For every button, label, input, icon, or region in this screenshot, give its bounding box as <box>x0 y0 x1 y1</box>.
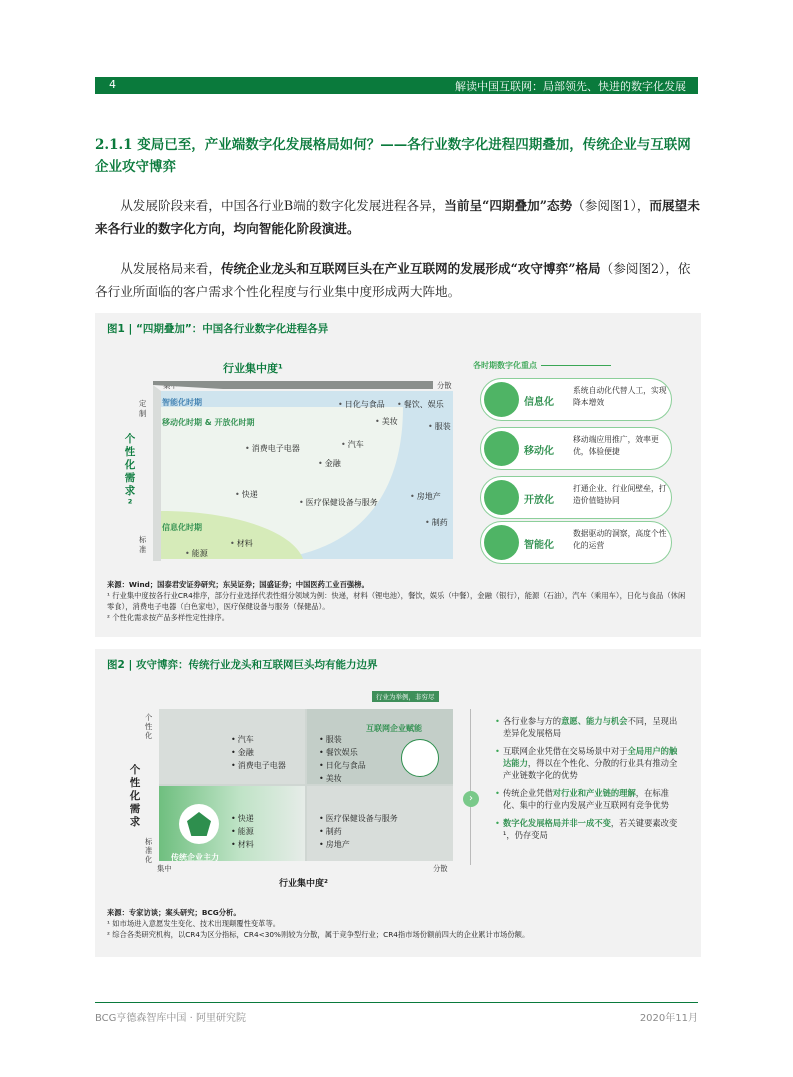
focus-card-mobile <box>480 427 672 470</box>
section-title: 2.1.1 变局已至，产业端数字化发展格局如何？——各行业数字化进程四期叠加，传统企业与互联网企业攻守博弈 <box>95 137 691 175</box>
gear-network-icon <box>484 382 519 417</box>
ind-pharma: • 制药 <box>425 517 448 528</box>
f1-left-wedge <box>153 385 161 561</box>
ind-catering: • 餐饮、娱乐 <box>397 399 444 410</box>
focus-title-text: 各时期数字化重点 <box>473 361 537 370</box>
bullet-text: 传统企业凭借 <box>503 788 553 798</box>
f1-note-1: ¹ 行业集中度按各行业CR4排序，部分行业选择代表性细分领域为例：快递，材料（锂电池），餐饮，娱乐（中餐），金融（银行），能源（石油），汽车（乘用车），日化与食品（休闲零食），消费电子电器（白色家电），医疗保健设备与服务（保健品）。 <box>107 591 686 611</box>
f1-note-2: ² 个性化需求按产品多样性定性排序。 <box>107 613 229 622</box>
ind-energy: • 能源 <box>185 548 208 559</box>
para1-text1: 从发展阶段来看，中国各行业B端的数字化发展进程各异， <box>120 198 445 213</box>
f1-y-bottom: 标准 <box>139 535 147 554</box>
paragraph-1 <box>95 194 701 240</box>
q-tl-item: • 汽车 <box>231 734 254 745</box>
f2-y-bottom: 标准化 <box>145 837 153 864</box>
ind-express: • 快递 <box>235 489 258 500</box>
bullet-text: ，得以在个性化、分散的行业具有推动全产业链数字化的优势 <box>503 758 678 780</box>
paragraph-2 <box>95 257 701 303</box>
f2-x-axis-title: 行业集中度² <box>279 879 328 889</box>
q-tr-item: • 服装 <box>319 734 342 745</box>
footer-left: BCG亨德森智库中国 · 阿里研究院 <box>95 1013 246 1024</box>
para1-bold1: 当前呈“四期叠加”态势 <box>444 198 573 213</box>
q-tr-item: • 餐饮娱乐 <box>319 747 358 758</box>
ind-cosmetics: • 美妆 <box>375 416 398 427</box>
ind-realestate: • 房地产 <box>410 491 441 502</box>
bullet-item <box>495 817 685 841</box>
figure-1-notes <box>107 579 691 623</box>
shield-check-icon <box>179 804 219 844</box>
ind-materials: • 材料 <box>230 538 253 549</box>
q-tr-item: • 日化与食品 <box>319 760 366 771</box>
bullet-text: ，若关键要素改变¹，仍存变局 <box>503 818 678 840</box>
arrows-cross-icon <box>484 480 519 515</box>
footer-right: 2020年11月 <box>639 1013 698 1024</box>
figure-1-title: 图1 | “四期叠加”：中国各行业数字化进程各异 <box>107 323 329 335</box>
q-br-item: • 医疗保健设备与服务 <box>319 813 398 824</box>
page-number: 4 <box>109 78 116 91</box>
focus-name: 移动化 <box>524 446 554 457</box>
bullet-item <box>495 745 685 781</box>
figure-2-title: 图2 | 攻守博弈：传统行业龙头和互联网巨头均有能力边界 <box>107 659 378 671</box>
ind-auto: • 汽车 <box>341 439 364 450</box>
zone-smart: 智能化时期 <box>162 398 202 407</box>
q-bl-item: • 快递 <box>231 813 254 824</box>
f2-bullets <box>495 715 685 847</box>
figure-2-notes <box>107 907 691 940</box>
internet-label: 互联网企业赋能 <box>366 724 422 733</box>
f1-top-wedge <box>153 381 433 389</box>
focus-desc: 移动端应用推广，效率更优，体验便捷 <box>573 435 659 456</box>
f2-divider <box>470 709 471 865</box>
zone-mobile: 移动化时期 & 开放化时期 <box>162 418 255 427</box>
focus-name: 信息化 <box>524 397 554 408</box>
f2-note-2: ² 综合各类研究机构，以CR4为区分指标，CR4<30%则较为分散，属于竞争型行业；CR4指市场份额前四大的企业累计市场份额。 <box>107 930 530 939</box>
focus-name: 智能化 <box>524 540 554 551</box>
figure-2 <box>95 649 701 957</box>
ind-apparel: • 服装 <box>428 421 451 432</box>
f1-source: 来源：Wind；国泰君安证券研究；东吴证券；国盛证券；中国医药工业百强榜。 <box>107 580 369 589</box>
chevron-right-icon: › <box>463 791 479 807</box>
focus-name: 开放化 <box>524 495 554 506</box>
q-tl-item: • 金融 <box>231 747 254 758</box>
para1-bold2: 而展望未来各行业的数字化方向，均向智能化阶段演进。 <box>95 198 700 236</box>
focus-desc: 打通企业、行业间壁垒，打造价值链协同 <box>573 484 667 505</box>
q-tl-item: • 消费电子电器 <box>231 760 286 771</box>
q-bl-item: • 材料 <box>231 839 254 850</box>
focus-desc: 系统自动化代替人工，实现降本增效 <box>573 386 667 407</box>
q-br-item: • 房地产 <box>319 839 350 850</box>
ind-daily-food: • 日化与食品 <box>338 399 385 410</box>
bullet-highlight: 全局用户的触达能力 <box>503 746 678 768</box>
traditional-label: 传统企业主力 <box>171 853 219 862</box>
mobile-phone-icon <box>484 431 519 466</box>
f2-note-1: ¹ 如市场进入意愿发生变化、技术出现颠覆性变革等。 <box>107 919 281 928</box>
chip-brain-icon <box>484 525 519 560</box>
focus-card-info <box>480 378 672 421</box>
f2-tag: 行业为举例，非穷尽 <box>372 691 439 702</box>
f2-x-left: 集中 <box>157 864 172 873</box>
bullet-highlight: 对行业和产业链的理解 <box>552 788 636 798</box>
bullet-highlight: 意愿、能力与机会 <box>561 716 628 726</box>
f1-y-axis-title: 个性化需求² <box>124 433 136 510</box>
zone-info: 信息化时期 <box>162 523 202 532</box>
f1-y-top: 定制 <box>139 399 147 418</box>
focus-desc: 数据驱动的洞察，高度个性化的运营 <box>573 529 667 550</box>
bullet-highlight: 数字化发展格局并非一成不变 <box>503 818 611 828</box>
ind-finance: • 金融 <box>318 458 341 469</box>
q-bl-item: • 能源 <box>231 826 254 837</box>
q-tr-item: • 美妆 <box>319 773 342 784</box>
bullet-text: ，在标准化、集中的行业内发展产业互联网有竞争优势 <box>503 788 669 810</box>
f2-x-right: 分散 <box>433 864 448 873</box>
para2-text1: 从发展格局来看， <box>120 261 221 276</box>
f1-x-axis-title: 行业集中度¹ <box>223 362 283 375</box>
bullet-text: 互联网企业凭借在交易场景中对于 <box>503 746 628 756</box>
bullet-item <box>495 715 685 739</box>
para2-bold1: 传统企业龙头和互联网巨头在产业互联网的发展形成“攻守博弈”格局 <box>220 261 601 276</box>
f2-source: 来源：专家访谈；案头研究；BCG分析。 <box>107 908 241 917</box>
focus-title <box>473 360 611 371</box>
bullet-text: 各行业参与方的 <box>503 716 562 726</box>
ind-healthcare: • 医疗保健设备与服务 <box>299 497 378 508</box>
f1-x-right: 分散 <box>437 381 452 390</box>
ind-electronics: • 消费电子电器 <box>245 443 300 454</box>
para2-text2: （参阅图2），依各行业所面临的客户需求个性化程度与行业集中度形成两大阵地。 <box>95 261 691 299</box>
focus-card-smart <box>480 521 672 564</box>
para1-text2: （参阅图1）， <box>572 198 650 213</box>
bullet-item <box>495 787 685 811</box>
bullet-text: 不同，呈现出差异化发展格局 <box>503 716 678 738</box>
focus-card-open <box>480 476 672 519</box>
header-title: 解读中国互联网：局部领先、快进的数字化发展 <box>455 80 686 93</box>
figure-1 <box>95 313 701 637</box>
network-sphere-icon <box>401 739 439 777</box>
header-bar <box>95 77 698 94</box>
f2-y-axis-title: 个性化需求 <box>129 764 141 828</box>
f2-y-top: 个性化 <box>145 713 153 740</box>
q-br-item: • 制药 <box>319 826 342 837</box>
footer-line <box>95 1002 698 1003</box>
